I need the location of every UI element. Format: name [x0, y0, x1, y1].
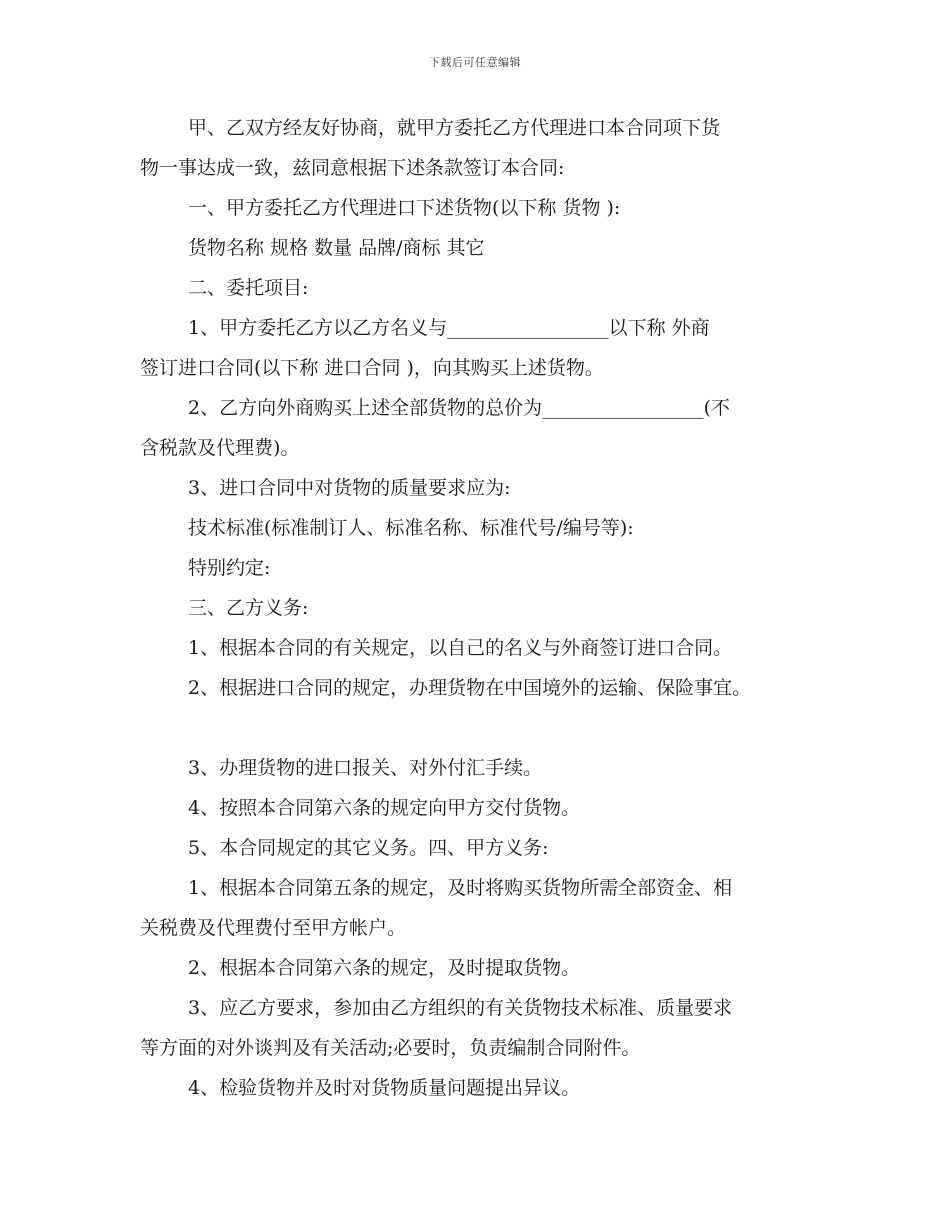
contract-body [140, 108, 830, 1108]
text-line: 3、应乙方要求，参加由乙方组织的有关货物技术标准、质量要求 [188, 997, 733, 1019]
text-line: 5、本合同规定的其它义务。四、甲方义务: [188, 837, 549, 859]
text-line: 等方面的对外谈判及有关活动;必要时，负责编制合同附件。 [140, 1037, 641, 1059]
text-line: 1、甲方委托乙方以乙方名义与_________________以下称 外商 [188, 317, 710, 339]
text-line: 物一事达成一致，兹同意根据下述条款签订本合同: [140, 157, 565, 179]
text-line: 特别约定: [188, 557, 271, 579]
blank-line [140, 708, 830, 748]
text-line: 4、检验货物并及时对货物质量问题提出异议。 [188, 1077, 581, 1099]
text-line: 一、甲方委托乙方代理进口下述货物(以下称 货物 ): [188, 197, 621, 219]
text-line: 关税费及代理费付至甲方帐户。 [140, 917, 407, 939]
text-line: 2、根据本合同第六条的规定，及时提取货物。 [188, 957, 581, 979]
page-header-note: 下载后可任意编辑 [429, 56, 521, 69]
text-line: 技术标准(标准制订人、标准名称、标准代号/编号等): [188, 517, 634, 539]
text-line: 2、乙方向外商购买上述全部货物的总价为_________________(不 [188, 397, 731, 419]
text-line: 签订进口合同(以下称 进口合同 )，向其购买上述货物。 [140, 357, 604, 379]
text-line: 3、办理货物的进口报关、对外付汇手续。 [188, 757, 543, 779]
text-line: 甲、乙双方经友好协商，就甲方委托乙方代理进口本合同项下货 [188, 117, 721, 139]
section-heading: 三、乙方义务: [188, 597, 309, 619]
section-heading: 二、委托项目: [188, 277, 309, 299]
text-line: 3、进口合同中对货物的质量要求应为: [188, 477, 511, 499]
text-line: 含税款及代理费)。 [140, 437, 300, 459]
text-line: 1、根据本合同第五条的规定，及时将购买货物所需全部资金、相 [188, 877, 733, 899]
text-line: 2、根据进口合同的规定，办理货物在中国境外的运输、保险事宜。 [188, 677, 752, 699]
text-line: 货物名称 规格 数量 品牌/商标 其它 [188, 237, 485, 259]
text-line: 1、根据本合同的有关规定，以自己的名义与外商签订进口合同。 [188, 637, 733, 659]
text-line: 4、按照本合同第六条的规定向甲方交付货物。 [188, 797, 581, 819]
